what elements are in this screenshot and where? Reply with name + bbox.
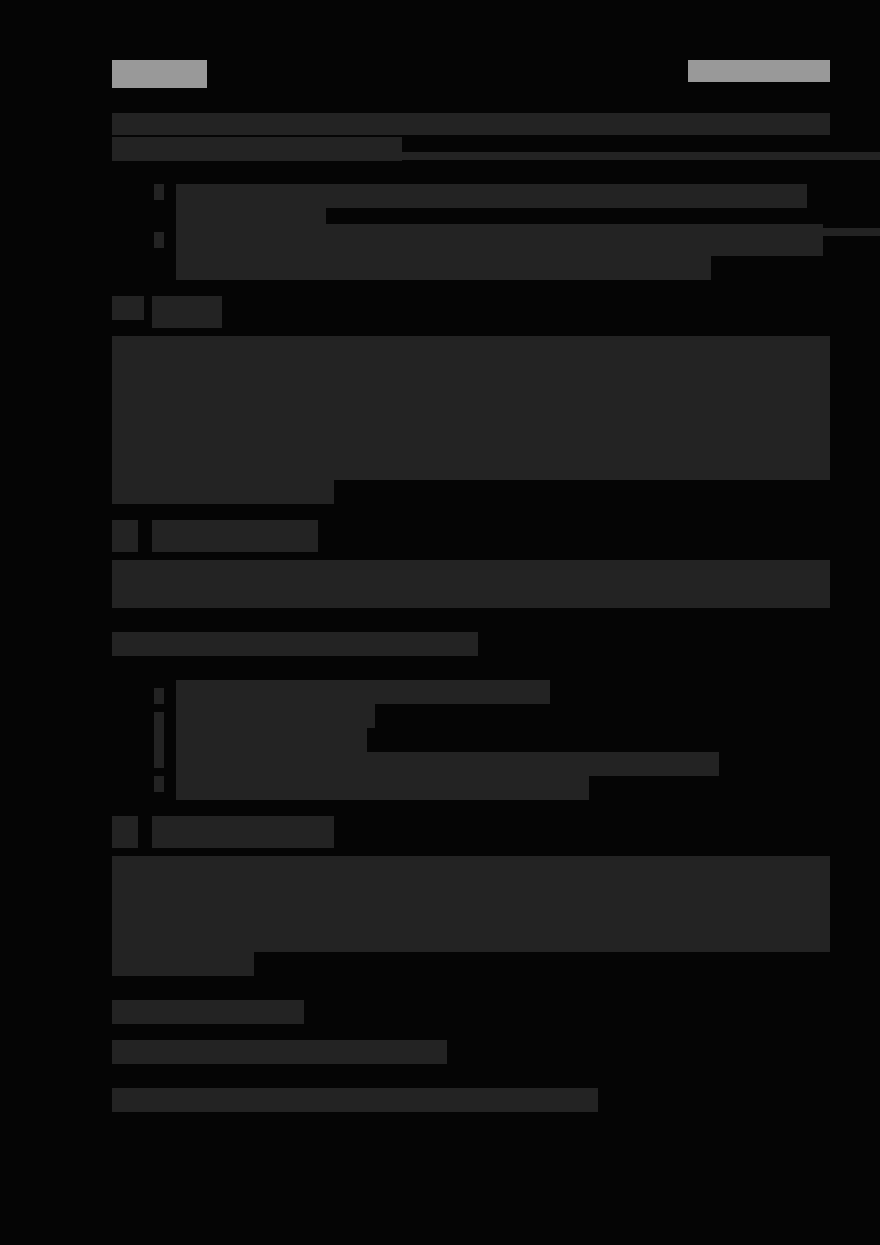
redacted-list-line: [176, 728, 367, 752]
redacted-para-last: [112, 480, 334, 504]
redacted-heading-num: [112, 520, 138, 552]
redacted-right-strip: [823, 228, 880, 236]
redacted-list-line: [176, 752, 719, 776]
redacted-list-line: [176, 776, 589, 800]
redacted-heading-num: [112, 816, 138, 848]
redacted-list-line: [176, 704, 375, 728]
redacted-heading-title: [152, 520, 318, 552]
redacted-para-line: [112, 1040, 447, 1064]
redacted-list-line: [176, 224, 823, 256]
redacted-list-line: [176, 680, 550, 704]
redacted-heading-title: [152, 296, 222, 328]
redacted-intro-strip: [400, 152, 880, 160]
redacted-header-left: [112, 60, 207, 88]
redacted-header-right: [688, 60, 830, 82]
redacted-bullet: [154, 776, 164, 792]
redacted-list-line: [176, 184, 807, 208]
redacted-heading-title: [152, 816, 334, 848]
redacted-para: [112, 560, 830, 608]
redacted-intro-line: [112, 113, 830, 135]
redacted-bullet: [154, 688, 164, 704]
redacted-bullet: [154, 184, 164, 200]
redacted-subheading: [112, 1000, 304, 1024]
redacted-list-line: [176, 256, 711, 280]
redacted-para-line: [112, 1088, 598, 1112]
redacted-para-last: [112, 952, 254, 976]
redacted-intro-line: [112, 137, 402, 161]
redacted-para: [112, 856, 830, 952]
redacted-bullet: [154, 232, 164, 248]
redacted-list-line: [176, 208, 326, 224]
redacted-para-line: [112, 632, 478, 656]
redacted-para: [112, 336, 830, 480]
redacted-heading-num: [112, 296, 144, 320]
redacted-bullet: [154, 712, 164, 768]
